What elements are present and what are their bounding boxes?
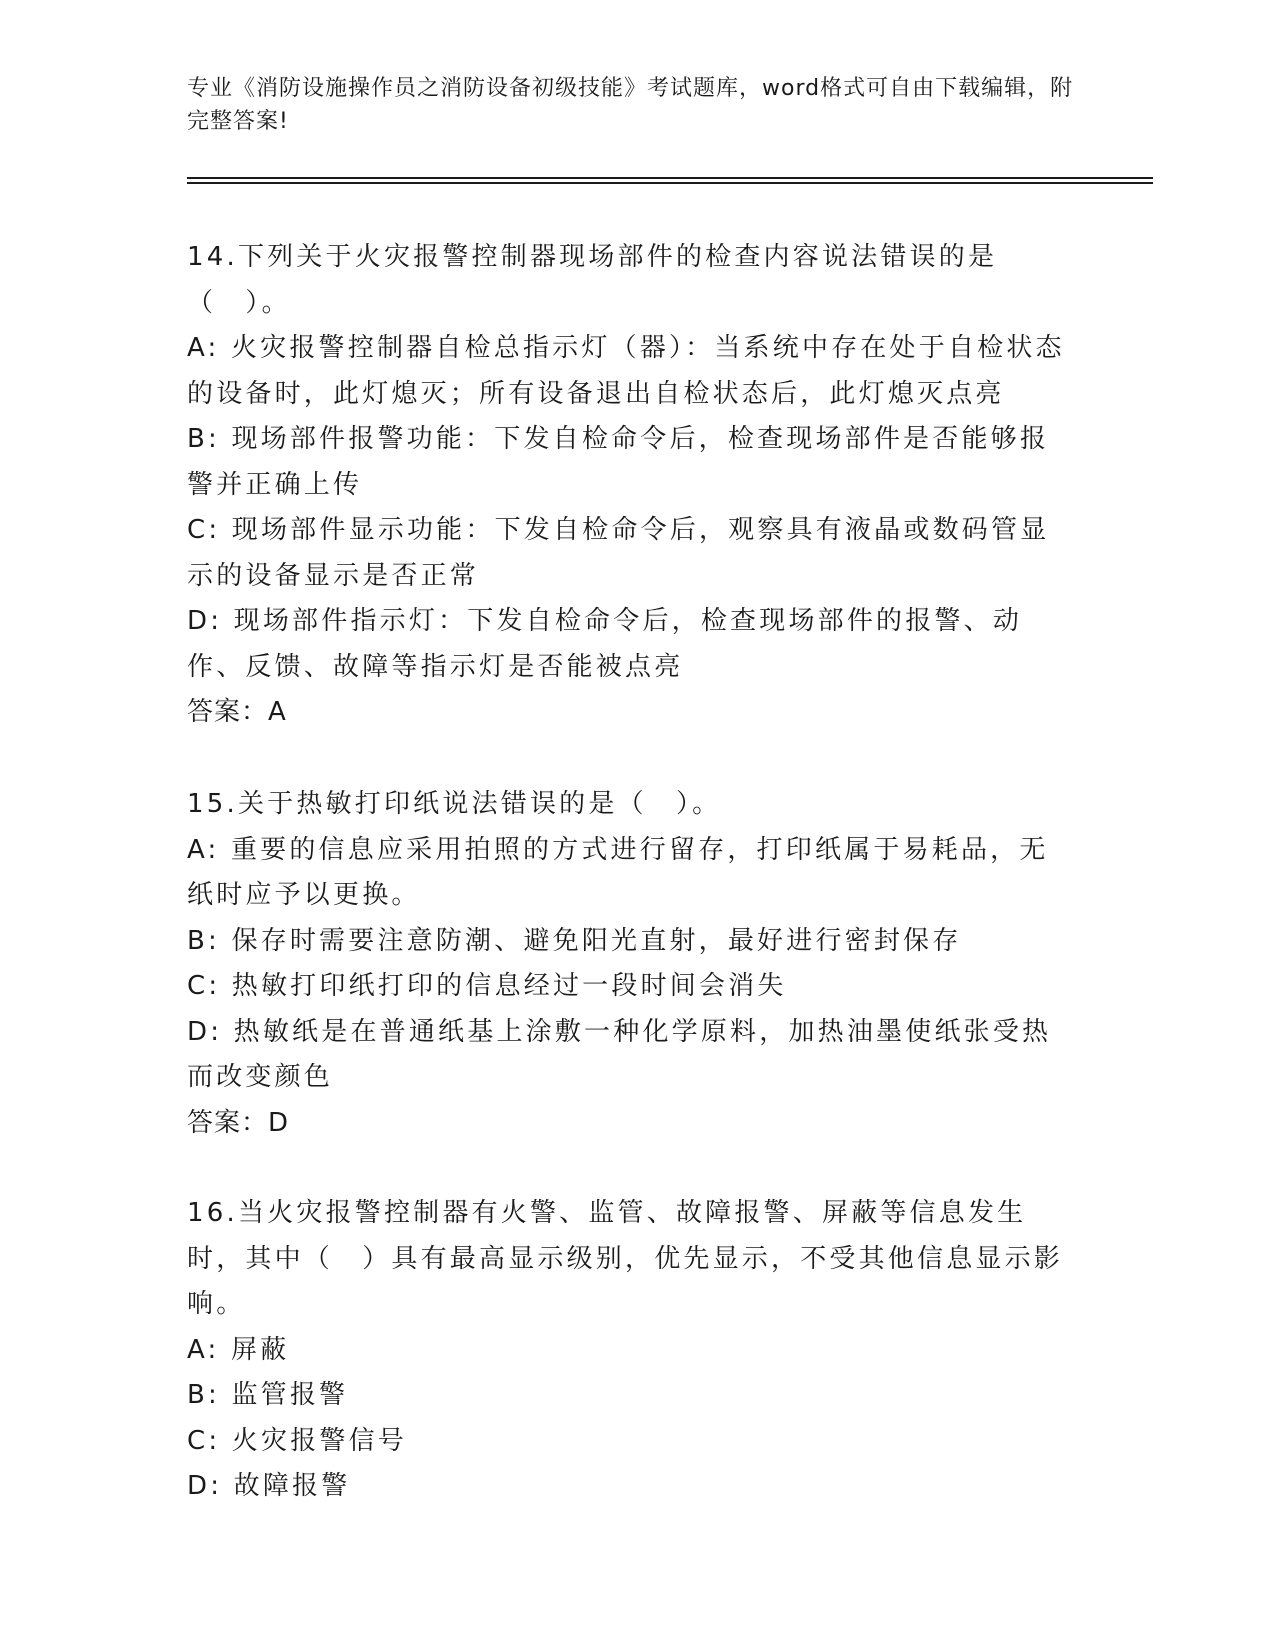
question-16 (187, 1191, 1067, 1510)
question-stem: 14.下列关于火灾报警控制器现场部件的检查内容说法错误的是（ ）。 (187, 242, 998, 318)
answer-label: 答案：D (187, 1107, 290, 1138)
question-stem: 16.当火灾报警控制器有火警、监管、故障报警、屏蔽等信息发生时，其中（ ）具有最高显示级别，优先显示，不受其他信息显示影响。 (187, 1198, 1064, 1319)
option-c: C: 热敏打印纸打印的信息经过一段时间会消失 (187, 971, 787, 1001)
option-b: B: 保存时需要注意防潮、避免阳光直射，最好进行密封保存 (187, 925, 962, 956)
document-header: 专业《消防设施操作员之消防设备初级技能》考试题库，word格式可自由下载编辑，附完整答案! (187, 76, 1074, 134)
option-c: C: 现场部件显示功能：下发自检命令后，观察具有液晶或数码管显示的设备显示是否正常 (187, 515, 1050, 591)
option-b: B: 监管报警 (187, 1380, 349, 1410)
header-divider-bottom (187, 182, 1153, 184)
question-15 (187, 782, 1067, 1146)
option-a: A: 重要的信息应采用拍照的方式进行留存，打印纸属于易耗品，无纸时应予以更换。 (187, 834, 1049, 910)
header-divider-top (187, 177, 1153, 179)
option-d: D: 热敏纸是在普通纸基上涂敷一种化学原料，加热油墨使纸张受热而改变颜色 (187, 1016, 1052, 1092)
option-b: B: 现场部件报警功能：下发自检命令后，检查现场部件是否能够报警并正确上传 (187, 424, 1050, 500)
option-d: D: 故障报警 (187, 1471, 351, 1501)
option-a: A: 火灾报警控制器自检总指示灯（器）：当系统中存在处于自检状态的设备时，此灯熄灭；所有设备退出自检状态后，此灯熄灭点亮 (187, 333, 1065, 409)
option-a: A: 屏蔽 (187, 1334, 290, 1365)
option-c: C: 火灾报警信号 (187, 1425, 407, 1456)
question-14 (187, 235, 1067, 736)
answer-label: 答案：A (187, 697, 287, 727)
option-d: D: 现场部件指示灯：下发自检命令后，检查现场部件的报警、动作、反馈、故障等指示灯是否能被点亮 (187, 606, 1023, 682)
question-stem: 15.关于热敏打印纸说法错误的是（ ）。 (187, 789, 722, 819)
